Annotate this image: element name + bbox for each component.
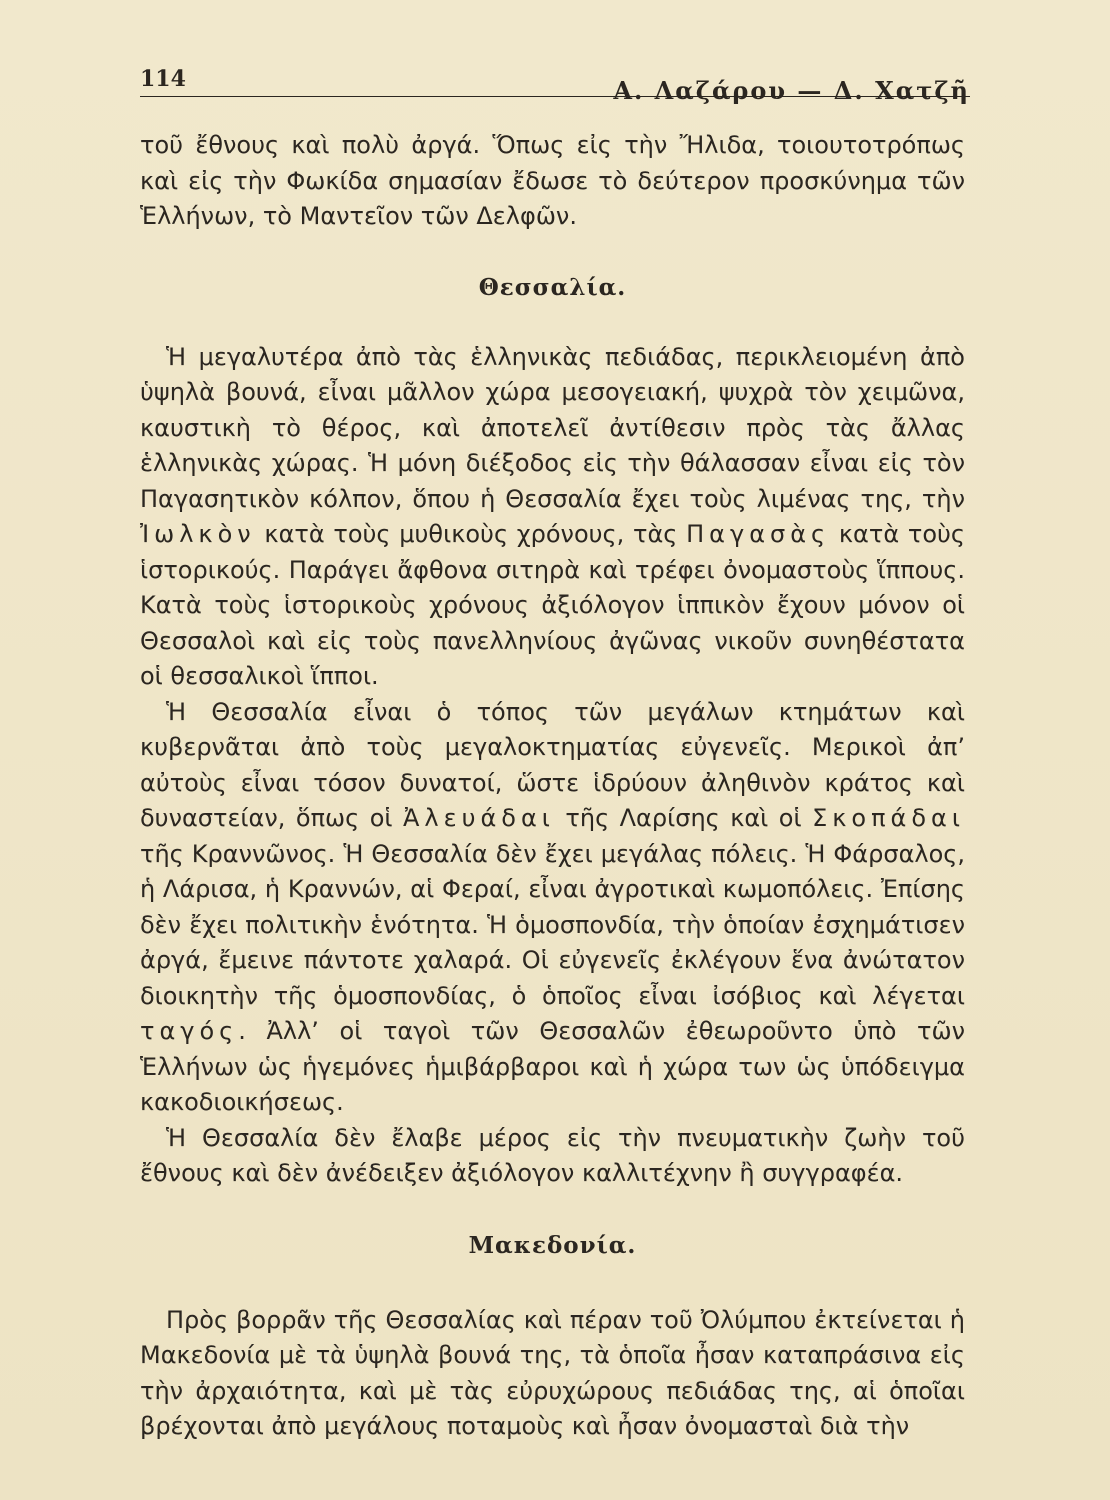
running-head: Α. Λαζάρου — Δ. Χατζῆ — [613, 76, 970, 105]
paragraph-thessaly-society — [140, 695, 965, 1121]
section-heading-macedonia: Μακεδονία. — [468, 1231, 637, 1259]
spaced-word-skopadai: Σκοπάδαι — [812, 804, 965, 832]
body-text — [140, 128, 965, 1445]
paragraph-thessaly-culture: Ἡ Θεσσαλία δὲν ἔλαβε μέρος εἰς τὴν πνευματικὴν ζωὴν τοῦ ἔθνους καὶ δὲν ἀνέδειξεν ἀξιόλογον καλλιτέχνην ἢ συγγραφέα. — [140, 1123, 965, 1187]
text-run: τῆς Λαρίσης καὶ οἱ — [565, 804, 802, 832]
paragraph-thessaly-geography — [140, 340, 965, 695]
section-heading-thessaly: Θεσσαλία. — [478, 273, 627, 301]
paragraph-continuation: τοῦ ἔθνους καὶ πολὺ ἀργά. Ὅπως εἰς τὴν Ἤλιδα, τοιουτοτρόπως καὶ εἰς τὴν Φωκίδα σημασίαν ἔδωσε τὸ δεύτερον προσκύνημα τῶν Ἑλλήνων, τὸ Μαντεῖον τῶν Δελφῶν. — [140, 131, 965, 230]
spaced-word-iolkos: Ἰωλκὸν — [140, 520, 256, 548]
spaced-word-tagos: ταγός — [140, 1017, 239, 1045]
text-run: τῆς Κραννῶνος. Ἡ Θεσσαλία δὲν ἔχει μεγάλας πόλεις. Ἡ Φάρσαλος, ἡ Λάρισα, ἡ Κραννών, αἱ Φεραί, εἶναι ἀγροτικαὶ κωμοπόλεις. Ἐπίσης δὲν ἔχει πολιτικὴν ἑνότητα. Ἡ ὁμοσπονδία, τὴν ὁποίαν ἐσχημάτισεν ἀργά, ἔμεινε πάντοτε χαλαρά. Οἱ εὐγενεῖς ἐκλέγουν ἕνα ἀνώτατον διοικητὴν τῆς ὁμοσπονδίας, ὁ ὁποῖος εἶναι ἰσόβιος καὶ λέγεται — [140, 839, 965, 1010]
text-run: . Ἀλλ’ οἱ ταγοὶ τῶν Θεσσαλῶν ἐθεωροῦντο ὑπὸ τῶν Ἑλλήνων ὡς ἡγεμόνες ἡμιβάρβαροι καὶ ἡ χώρα των ὡς ὑπόδειγμα κακοδιοικήσεως. — [140, 1017, 965, 1116]
text-run: Ἡ μεγαλυτέρα ἀπὸ τὰς ἑλληνικὰς πεδιάδας, περικλειομένη ἀπὸ ὑψηλὰ βουνά, εἶναι μᾶλλον χώρα μεσογειακή, ψυχρὰ τὸν χειμῶνα, καυστικὴ τὸ θέρος, καὶ ἀποτελεῖ ἀντίθεσιν πρὸς τὰς ἄλλας ἑλληνικὰς χώρας. Ἡ μόνη διέξοδος εἰς τὴν θάλασσαν εἶναι εἰς τὸν Παγασητικὸν κόλπον, ὅπου ἡ Θεσσαλία ἔχει τοὺς λιμένας της, τὴν — [140, 342, 965, 513]
spaced-word-aleuadai: Ἀλευάδαι — [402, 804, 555, 832]
paragraph-macedonia: Πρὸς βορρᾶν τῆς Θεσσαλίας καὶ πέραν τοῦ Ὀλύμπου ἐκτείνεται ἡ Μακεδονία μὲ τὰ ὑψηλὰ βουνά της, τὰ ὁποῖα ἦσαν καταπράσινα εἰς τὴν ἀρχαιότητα, καὶ μὲ τὰς εὐρυχώρους πεδιάδας της, αἱ ὁποῖαι βρέχονται ἀπὸ μεγάλους ποταμοὺς καὶ ἦσαν ὀνομασταὶ διὰ τὴν — [140, 1305, 965, 1440]
text-run: κατὰ τοὺς ἱστορικούς. Παράγει ἄφθονα σιτηρὰ καὶ τρέφει ὀνομαστοὺς ἵππους. Κατὰ τοὺς ἱστορικοὺς χρόνους ἀξιόλογον ἱππικὸν ἔχουν μόνον οἱ Θεσσαλοὶ καὶ εἰς τοὺς πανελληνίους ἀγῶνας νικοῦν συνηθέστατα οἱ θεσσαλικοὶ ἵπποι. — [140, 520, 965, 690]
header-rule — [140, 96, 970, 97]
page-number: 114 — [140, 66, 186, 92]
page-header — [140, 64, 970, 114]
spaced-word-pagasas: Παγασὰς — [686, 520, 831, 548]
text-run: κατὰ τοὺς μυθικοὺς χρόνους, τὰς — [264, 520, 678, 548]
text-run: Ἡ Θεσσαλία εἶναι ὁ τόπος τῶν μεγάλων κτημάτων καὶ κυβερνᾶται ἀπὸ τοὺς μεγαλοκτηματίας εὐγενεῖς. Μερικοὶ ἀπ’ αὐτοὺς εἶναι τόσον δυνατοί, ὥστε ἱδρύουν ἀληθινὸν κράτος καὶ δυναστείαν, ὅπως οἱ — [140, 697, 965, 832]
